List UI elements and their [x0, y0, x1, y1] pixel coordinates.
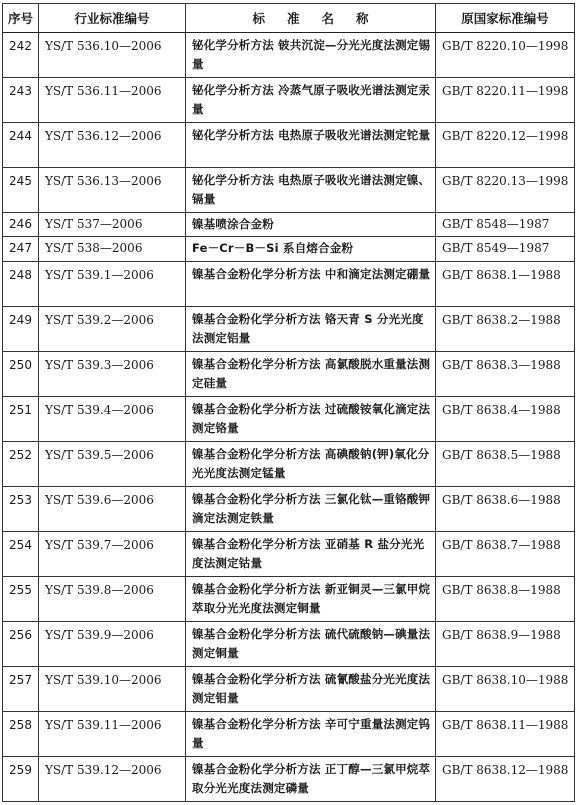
table-row — [3, 213, 575, 237]
header-original-code: 原国家标准编号 — [436, 4, 575, 33]
row-title: 镍基合金粉化学分析方法 硫氰酸盐分光光度法测定钼量 — [186, 666, 436, 711]
row-industry-code: YS/T 537—2006 — [39, 213, 186, 237]
row-title: 镍基合金粉化学分析方法 高氯酸脱水重量法测定硅量 — [186, 351, 436, 396]
row-original-code: GB/T 8638.7—1988 — [436, 531, 575, 576]
row-industry-code: YS/T 536.10—2006 — [39, 33, 186, 78]
row-title: 镍基合金粉化学分析方法 硫代硫酸钠—碘量法测定铜量 — [186, 621, 436, 666]
table-row — [3, 441, 575, 486]
header-seq: 序号 — [3, 4, 39, 33]
row-seq: 254 — [3, 531, 39, 576]
row-original-code: GB/T 8638.1—1988 — [436, 261, 575, 306]
row-original-code: GB/T 8638.9—1988 — [436, 621, 575, 666]
row-title: 镍基合金粉化学分析方法 辛可宁重量法测定钨量 — [186, 711, 436, 756]
table-row — [3, 396, 575, 441]
header-industry-code: 行业标准编号 — [39, 4, 186, 33]
table-row — [3, 531, 575, 576]
table-row — [3, 756, 575, 801]
row-seq: 249 — [3, 306, 39, 351]
table-row — [3, 486, 575, 531]
row-title: 镍基合金粉化学分析方法 亚硝基 R 盐分光光度法测定钴量 — [186, 531, 436, 576]
row-industry-code: YS/T 539.1—2006 — [39, 261, 186, 306]
table-row — [3, 168, 575, 213]
row-seq: 258 — [3, 711, 39, 756]
row-original-code: GB/T 8549—1987 — [436, 237, 575, 261]
row-seq: 250 — [3, 351, 39, 396]
row-title: 镍基合金粉化学分析方法 中和滴定法测定硼量 — [186, 261, 436, 306]
row-title: 镍基合金粉化学分析方法 过硫酸铵氧化滴定法测定铬量 — [186, 396, 436, 441]
row-seq: 251 — [3, 396, 39, 441]
row-title: 铋化学分析方法 电热原子吸收光谱法测定镍、镉量 — [186, 168, 436, 213]
row-industry-code: YS/T 539.3—2006 — [39, 351, 186, 396]
table-row — [3, 576, 575, 621]
table-row — [3, 666, 575, 711]
row-title: 铋化学分析方法 铍共沉淀—分光光度法测定锡量 — [186, 33, 436, 78]
row-seq: 252 — [3, 441, 39, 486]
row-industry-code: YS/T 536.13—2006 — [39, 168, 186, 213]
row-original-code: GB/T 8548—1987 — [436, 213, 575, 237]
row-title: 镍基合金粉化学分析方法 新亚铜灵—三氯甲烷萃取分光光度法测定铜量 — [186, 576, 436, 621]
table-body — [3, 33, 575, 802]
row-industry-code: YS/T 539.6—2006 — [39, 486, 186, 531]
row-seq: 245 — [3, 168, 39, 213]
row-title: 镍基合金粉化学分析方法 正丁醇—三氯甲烷萃取分光光度法测定磷量 — [186, 756, 436, 801]
row-original-code: GB/T 8220.12—1998 — [436, 123, 575, 168]
table-row — [3, 237, 575, 261]
header-name: 标准名称 — [186, 4, 436, 33]
table-row — [3, 261, 575, 306]
row-industry-code: YS/T 536.12—2006 — [39, 123, 186, 168]
row-industry-code: YS/T 538—2006 — [39, 237, 186, 261]
row-original-code: GB/T 8638.10—1988 — [436, 666, 575, 711]
row-industry-code: YS/T 536.11—2006 — [39, 78, 186, 123]
row-industry-code: YS/T 539.8—2006 — [39, 576, 186, 621]
row-seq: 244 — [3, 123, 39, 168]
row-seq: 247 — [3, 237, 39, 261]
row-seq: 255 — [3, 576, 39, 621]
table-header — [3, 4, 575, 33]
row-original-code: GB/T 8220.11—1998 — [436, 78, 575, 123]
row-seq: 253 — [3, 486, 39, 531]
row-title: 镍基喷涂合金粉 — [186, 213, 436, 237]
row-industry-code: YS/T 539.10—2006 — [39, 666, 186, 711]
row-industry-code: YS/T 539.5—2006 — [39, 441, 186, 486]
row-original-code: GB/T 8638.3—1988 — [436, 351, 575, 396]
row-original-code: GB/T 8638.12—1988 — [436, 756, 575, 801]
row-original-code: GB/T 8220.10—1998 — [436, 33, 575, 78]
row-seq: 259 — [3, 756, 39, 801]
row-title: 镍基合金粉化学分析方法 三氯化钛—重铬酸钾滴定法测定铁量 — [186, 486, 436, 531]
row-industry-code: YS/T 539.4—2006 — [39, 396, 186, 441]
row-industry-code: YS/T 539.11—2006 — [39, 711, 186, 756]
row-original-code: GB/T 8638.2—1988 — [436, 306, 575, 351]
row-seq: 242 — [3, 33, 39, 78]
row-seq: 257 — [3, 666, 39, 711]
header-row — [3, 4, 575, 33]
row-title: 镍基合金粉化学分析方法 高碘酸钠(钾)氧化分光光度法测定锰量 — [186, 441, 436, 486]
row-seq: 243 — [3, 78, 39, 123]
row-original-code: GB/T 8638.5—1988 — [436, 441, 575, 486]
row-seq: 248 — [3, 261, 39, 306]
table-row — [3, 621, 575, 666]
row-seq: 256 — [3, 621, 39, 666]
row-original-code: GB/T 8220.13—1998 — [436, 168, 575, 213]
row-title: 镍基合金粉化学分析方法 铬天青 S 分光光度法测定铝量 — [186, 306, 436, 351]
row-original-code: GB/T 8638.8—1988 — [436, 576, 575, 621]
row-industry-code: YS/T 539.7—2006 — [39, 531, 186, 576]
table-row — [3, 306, 575, 351]
row-original-code: GB/T 8638.6—1988 — [436, 486, 575, 531]
table-row — [3, 123, 575, 168]
table-row — [3, 711, 575, 756]
table-row — [3, 78, 575, 123]
row-original-code: GB/T 8638.11—1988 — [436, 711, 575, 756]
row-original-code: GB/T 8638.4—1988 — [436, 396, 575, 441]
row-industry-code: YS/T 539.9—2006 — [39, 621, 186, 666]
row-seq: 246 — [3, 213, 39, 237]
row-industry-code: YS/T 539.2—2006 — [39, 306, 186, 351]
row-industry-code: YS/T 539.12—2006 — [39, 756, 186, 801]
row-title: 铋化学分析方法 电热原子吸收光谱法测定铊量 — [186, 123, 436, 168]
row-title: 铋化学分析方法 冷蒸气原子吸收光谱法测定汞量 — [186, 78, 436, 123]
table-row — [3, 33, 575, 78]
row-title: Fe－Cr－B－Si 系自熔合金粉 — [186, 237, 436, 261]
standards-table — [2, 3, 575, 802]
table-row — [3, 351, 575, 396]
